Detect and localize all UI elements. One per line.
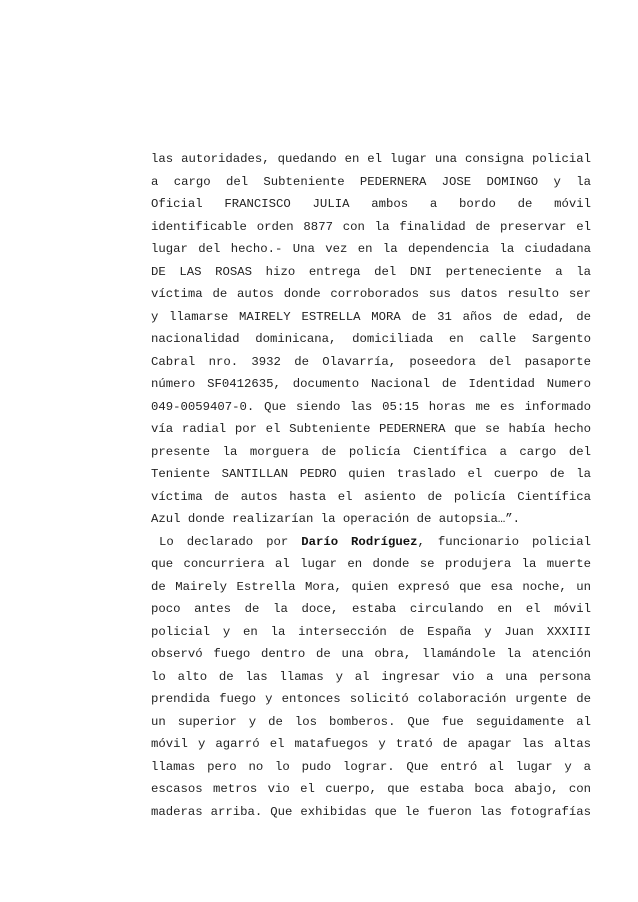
text-line: poco antes de la doce, estaba circulando en el móvil bbox=[151, 602, 591, 616]
text-line: Cabral nro. 3932 de Olavarría, poseedora del pasaporte bbox=[151, 354, 591, 369]
text-line: de Mairely Estrella Mora, quien expresó que esa noche, un bbox=[151, 579, 591, 594]
text-line: víctima de autos donde corroborados sus datos resulto ser bbox=[151, 287, 591, 301]
text-line: DE LAS ROSAS hizo entrega del DNI perteneciente a la bbox=[151, 264, 591, 279]
text-line: prendida fuego y entonces solicitó colaboración urgente de bbox=[151, 692, 591, 706]
text-line: las autoridades, quedando en el lugar una consigna policial bbox=[151, 152, 591, 166]
text-line: vía radial por el Subteniente PEDERNERA que se había hecho bbox=[151, 422, 591, 436]
text-line: Oficial FRANCISCO JULIA ambos a bordo de móvil bbox=[151, 197, 591, 211]
text-line: y llamarse MAIRELY ESTRELLA MORA de 31 años de edad, de bbox=[151, 309, 591, 324]
text-line: escasos metros vio el cuerpo, que estaba boca abajo, con bbox=[151, 782, 591, 796]
text-line: un superior y de los bomberos. Que fue seguidamente al bbox=[151, 714, 591, 729]
text-line: llamas pero no lo pudo lograr. Que entró al lugar y a bbox=[151, 759, 591, 774]
text-line: lugar del hecho.- Una vez en la dependencia la ciudadana bbox=[151, 242, 591, 256]
text-line: que concurriera al lugar en donde se produjera la muerte bbox=[151, 557, 591, 571]
text-line: presente la morguera de policía Científica a cargo del bbox=[151, 444, 591, 459]
text-line: víctima de autos hasta el asiento de policía Científica bbox=[151, 489, 591, 504]
text-line: maderas arriba. Que exhibidas que le fueron las fotografías bbox=[151, 804, 591, 819]
text-line: Teniente SANTILLAN PEDRO quien traslado el cuerpo de la bbox=[151, 467, 591, 481]
paragraph-suffix: , funcionario policial bbox=[417, 534, 591, 549]
document-body bbox=[151, 148, 591, 823]
text-line: observó fuego dentro de una obra, llamándole la atención bbox=[151, 647, 591, 661]
text-line: a cargo del Subteniente PEDERNERA JOSE DOMINGO y la bbox=[151, 174, 591, 189]
paragraph-prefix: Lo declarado por bbox=[159, 534, 289, 549]
text-line: identificable orden 8877 con la finalidad de preservar el bbox=[151, 219, 591, 234]
paragraph-opening-line bbox=[151, 531, 591, 554]
text-line: nacionalidad dominicana, domiciliada en calle Sargento bbox=[151, 332, 591, 346]
text-line: número SF0412635, documento Nacional de Identidad Numero bbox=[151, 377, 591, 391]
text-line: móvil y agarró el matafuegos y trató de apagar las altas bbox=[151, 737, 591, 751]
declarant-name: Darío Rodríguez bbox=[301, 534, 418, 549]
text-line: Azul donde realizarían la operación de autopsia…”. bbox=[151, 512, 520, 526]
text-line: policial y en la intersección de España y Juan XXXIII bbox=[151, 624, 591, 639]
text-line: lo alto de las llamas y al ingresar vio a una persona bbox=[151, 669, 591, 684]
text-line: 049-0059407-0. Que siendo las 05:15 horas me es informado bbox=[151, 399, 591, 414]
